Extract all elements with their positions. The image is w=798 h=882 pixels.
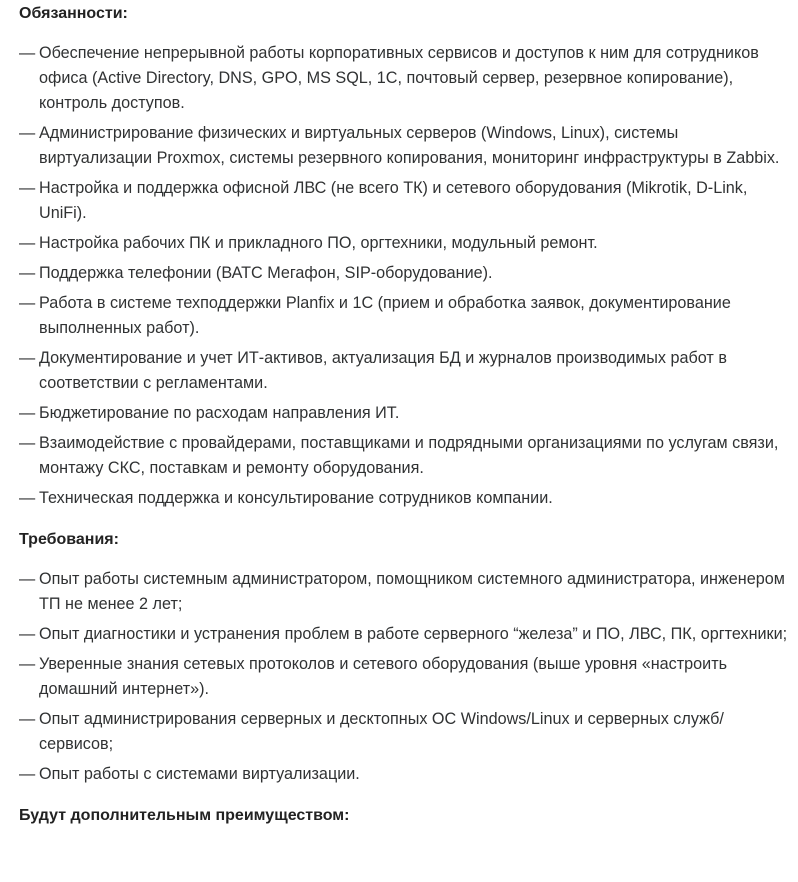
list-item [19,652,794,702]
dash-bullet: — [19,349,36,367]
dash-bullet: — [19,234,36,252]
list-item [19,401,794,426]
list-item [19,346,794,396]
list-item [19,431,794,481]
dash-bullet: — [19,124,36,142]
list-item-text: Техническая поддержка и консультирование сотрудников компании. [39,489,553,507]
dash-bullet: — [19,570,36,588]
list-item [19,622,794,647]
list-item-text: Опыт диагностики и устранения проблем в работе серверного “железа” и ПО, ЛВС, ПК, оргтехники; [39,625,788,643]
dash-bullet: — [19,44,36,62]
list-item-text: Опыт администрирования серверных и десктопных ОС Windows/Linux и серверных служб/сервисов; [39,710,724,753]
list-item [19,567,794,617]
section-list [19,567,794,787]
list-item-text: Поддержка телефонии (ВАТС Мегафон, SIP-оборудование). [39,264,493,282]
list-item-text: Работа в системе техподдержки Planfix и 1С (прием и обработка заявок, документирование выполненных работ). [39,294,731,337]
list-item [19,707,794,757]
dash-bullet: — [19,489,36,507]
list-item-text: Настройка рабочих ПК и прикладного ПО, оргтехники, модульный ремонт. [39,234,598,252]
list-item-text: Администрирование физических и виртуальных серверов (Windows, Linux), системы виртуализации Proxmox, системы резервного копирования, мониторинг инфраструктуры в Zabbix. [39,124,780,167]
section-heading: Требования: [19,531,119,548]
section-heading: Будут дополнительным преимуществом: [19,807,350,824]
list-item [19,231,794,256]
dash-bullet: — [19,625,36,643]
list-item-text: Обеспечение непрерывной работы корпоративных сервисов и доступов к ним для сотрудников офиса (Active Directory, DNS, GPO, MS SQL, 1C, почтовый сервер, резервное копирование), контроль доступов. [39,44,759,112]
list-item-text: Взаимодействие с провайдерами, поставщиками и подрядными организациями по услугам связи, монтажу СКС, поставкам и ремонту оборудования. [39,434,779,477]
section-list [19,41,794,511]
list-item [19,486,794,511]
list-item [19,41,794,116]
list-item [19,762,794,787]
dash-bullet: — [19,404,36,422]
dash-bullet: — [19,710,36,728]
list-item-text: Бюджетирование по расходам направления ИТ. [39,404,400,422]
dash-bullet: — [19,294,36,312]
dash-bullet: — [19,179,36,197]
dash-bullet: — [19,765,36,783]
list-item [19,291,794,341]
list-item-text: Опыт работы с системами виртуализации. [39,765,360,783]
list-item [19,261,794,286]
list-item-text: Опыт работы системным администратором, помощником системного администратора, инженером ТП не менее 2 лет; [39,570,785,613]
list-item-text: Документирование и учет ИТ-активов, актуализация БД и журналов производимых работ в соответствии с регламентами. [39,349,727,392]
section-heading: Обязанности: [19,5,128,22]
dash-bullet: — [19,655,36,673]
list-item-text: Настройка и поддержка офисной ЛВС (не всего ТК) и сетевого оборудования (Mikrotik, D-Link, UniFi). [39,179,748,222]
list-item [19,121,794,171]
list-item [19,176,794,226]
dash-bullet: — [19,434,36,452]
list-item-text: Уверенные знания сетевых протоколов и сетевого оборудования (выше уровня «настроить домашний интернет»). [39,655,728,698]
dash-bullet: — [19,264,36,282]
